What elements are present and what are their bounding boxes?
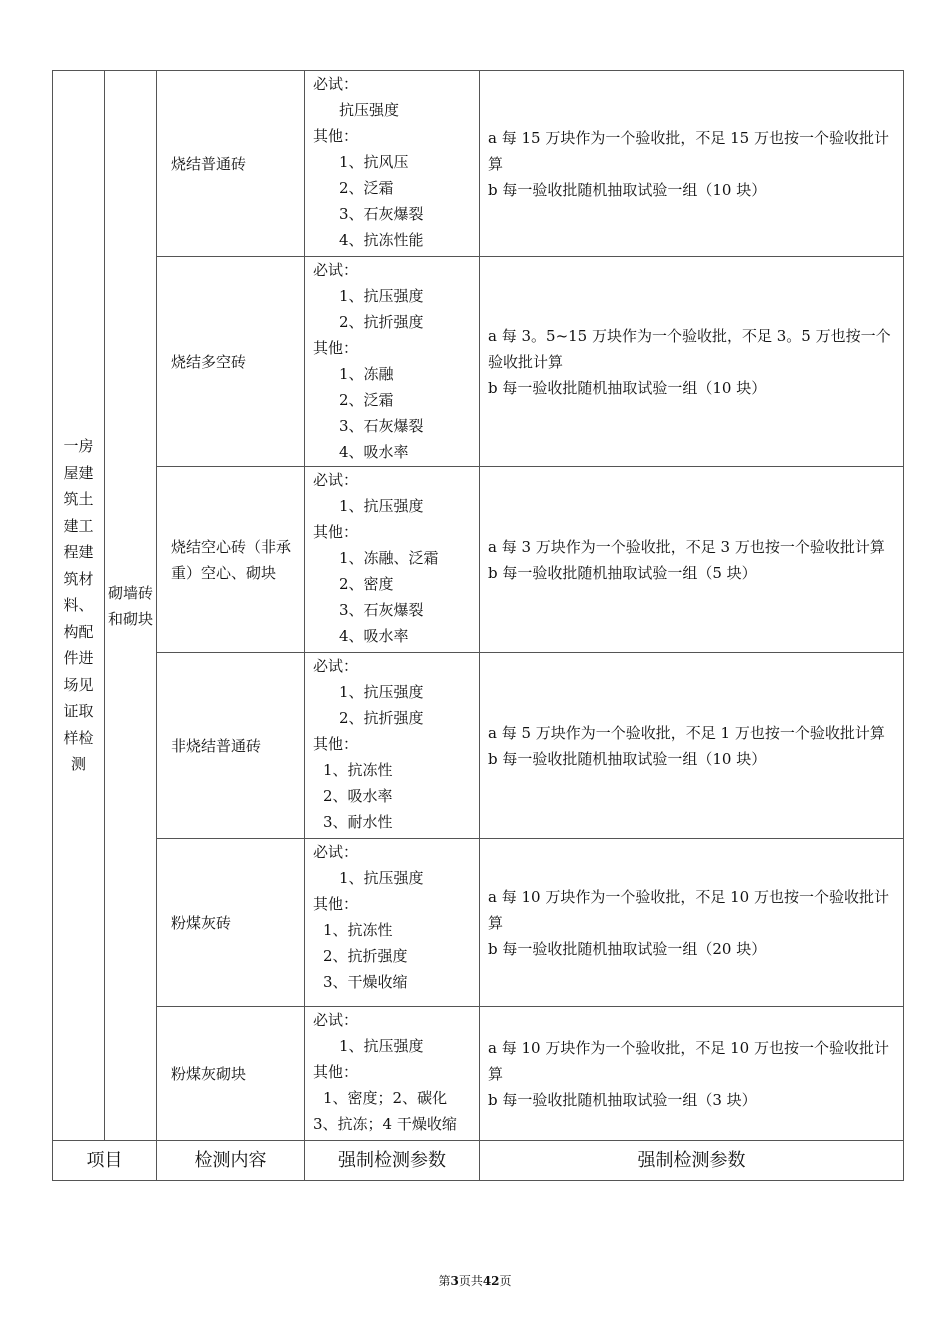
page-footer: 第3页共42页 bbox=[438, 1274, 512, 1288]
category-cell: 一房屋建筑土建工程建筑材料、构配件进场见证取样检测 bbox=[53, 71, 105, 1141]
test-item: 必试： bbox=[313, 75, 359, 93]
sampling-rule-cell bbox=[480, 71, 904, 257]
table-row bbox=[53, 1007, 904, 1141]
test-item: 3、干燥收缩 bbox=[323, 973, 408, 991]
test-item: 3、石灰爆裂 bbox=[339, 601, 424, 619]
test-item: 其他： bbox=[313, 895, 359, 913]
sampling-rule-cell bbox=[480, 257, 904, 467]
material-cell: 非烧结普通砖 bbox=[157, 653, 305, 839]
test-item: 3、抗冻；4 干燥收缩 bbox=[313, 1115, 457, 1133]
material-cell: 粉煤灰砖 bbox=[157, 839, 305, 1007]
test-item: 1、密度；2、碳化 bbox=[323, 1089, 448, 1107]
test-item: 4、吸水率 bbox=[339, 443, 409, 461]
material-cell: 烧结普通砖 bbox=[157, 71, 305, 257]
test-item: 1、抗压强度 bbox=[339, 1037, 424, 1055]
test-item: 1、抗压强度 bbox=[339, 287, 424, 305]
sampling-rule-text: a 每 10 万块作为一个验收批，不足 10 万也按一个验收批计算 bbox=[488, 1038, 889, 1083]
test-item: 其他： bbox=[313, 1063, 359, 1081]
test-item: 其他： bbox=[313, 735, 359, 753]
test-item: 其他： bbox=[313, 523, 359, 541]
test-item: 1、冻融、泛霜 bbox=[339, 549, 439, 567]
test-item: 2、泛霜 bbox=[339, 179, 394, 197]
test-item: 3、石灰爆裂 bbox=[339, 205, 424, 223]
test-item: 1、抗冻性 bbox=[323, 921, 393, 939]
sampling-rule-text: b 每一验收批随机抽取试验一组（10 块） bbox=[488, 749, 767, 768]
mandatory-params-label-2: 强制检测参数 bbox=[480, 1141, 904, 1181]
test-item: 2、抗折强度 bbox=[339, 709, 424, 727]
sampling-rule-text: b 每一验收批随机抽取试验一组（10 块） bbox=[488, 180, 767, 199]
sampling-rule-cell bbox=[480, 839, 904, 1007]
table-row bbox=[53, 71, 904, 257]
sampling-rule-text: a 每 5 万块作为一个验收批，不足 1 万也按一个验收批计算 bbox=[488, 723, 885, 742]
material-cell: 烧结多空砖 bbox=[157, 257, 305, 467]
test-item: 1、抗压强度 bbox=[339, 497, 424, 515]
test-item: 必试： bbox=[313, 657, 359, 675]
test-item: 1、抗冻性 bbox=[323, 761, 393, 779]
sampling-rule-text: b 每一验收批随机抽取试验一组（3 块） bbox=[488, 1090, 757, 1109]
table-row bbox=[53, 839, 904, 1007]
material-cell: 烧结空心砖（非承重）空心、砌块 bbox=[157, 467, 305, 653]
test-items-cell bbox=[305, 839, 480, 1007]
sampling-rule-text: b 每一验收批随机抽取试验一组（20 块） bbox=[488, 939, 767, 958]
test-item: 4、抗冻性能 bbox=[339, 231, 424, 249]
sampling-rule-cell bbox=[480, 653, 904, 839]
test-item: 其他： bbox=[313, 339, 359, 357]
test-item: 2、泛霜 bbox=[339, 391, 394, 409]
test-items-cell bbox=[305, 653, 480, 839]
sampling-rule-text: b 每一验收批随机抽取试验一组（10 块） bbox=[488, 378, 767, 397]
item-label: 项目 bbox=[53, 1141, 157, 1181]
test-item: 2、抗折强度 bbox=[339, 313, 424, 331]
table-row bbox=[53, 257, 904, 467]
inspection-table bbox=[52, 70, 904, 1181]
test-item: 3、石灰爆裂 bbox=[339, 417, 424, 435]
sampling-rule-text: a 每 3 万块作为一个验收批，不足 3 万也按一个验收批计算 bbox=[488, 537, 885, 556]
test-item: 2、吸水率 bbox=[323, 787, 393, 805]
test-item: 必试： bbox=[313, 843, 359, 861]
sampling-rule-cell bbox=[480, 467, 904, 653]
test-item: 其他： bbox=[313, 127, 359, 145]
test-item: 必试： bbox=[313, 261, 359, 279]
sampling-rule-text: a 每 15 万块作为一个验收批，不足 15 万也按一个验收批计算 bbox=[488, 128, 889, 173]
material-cell: 粉煤灰砌块 bbox=[157, 1007, 305, 1141]
table-row bbox=[53, 653, 904, 839]
sampling-rule-cell bbox=[480, 1007, 904, 1141]
test-items-cell bbox=[305, 467, 480, 653]
sampling-rule-text: b 每一验收批随机抽取试验一组（5 块） bbox=[488, 563, 757, 582]
content-label: 检测内容 bbox=[157, 1141, 305, 1181]
test-item: 2、抗折强度 bbox=[323, 947, 408, 965]
test-item: 1、抗压强度 bbox=[339, 683, 424, 701]
test-items-cell bbox=[305, 1007, 480, 1141]
table-row bbox=[53, 467, 904, 653]
subcategory-cell: 砌墙砖和砌块 bbox=[105, 71, 157, 1141]
sampling-rule-text: a 每 10 万块作为一个验收批，不足 10 万也按一个验收批计算 bbox=[488, 887, 889, 932]
mandatory-params-label: 强制检测参数 bbox=[305, 1141, 480, 1181]
test-item: 1、冻融 bbox=[339, 365, 394, 383]
test-item: 3、耐水性 bbox=[323, 813, 393, 831]
test-items-cell bbox=[305, 71, 480, 257]
test-item: 必试： bbox=[313, 471, 359, 489]
test-item: 4、吸水率 bbox=[339, 627, 409, 645]
test-item: 抗压强度 bbox=[339, 101, 400, 119]
test-item: 2、密度 bbox=[339, 575, 394, 593]
test-item: 1、抗风压 bbox=[339, 153, 409, 171]
header-label-row bbox=[53, 1141, 904, 1181]
test-item: 必试： bbox=[313, 1011, 359, 1029]
sampling-rule-text: a 每 3。5~15 万块作为一个验收批，不足 3。5 万也按一个验收批计算 bbox=[488, 326, 891, 371]
test-item: 1、抗压强度 bbox=[339, 869, 424, 887]
test-items-cell bbox=[305, 257, 480, 467]
